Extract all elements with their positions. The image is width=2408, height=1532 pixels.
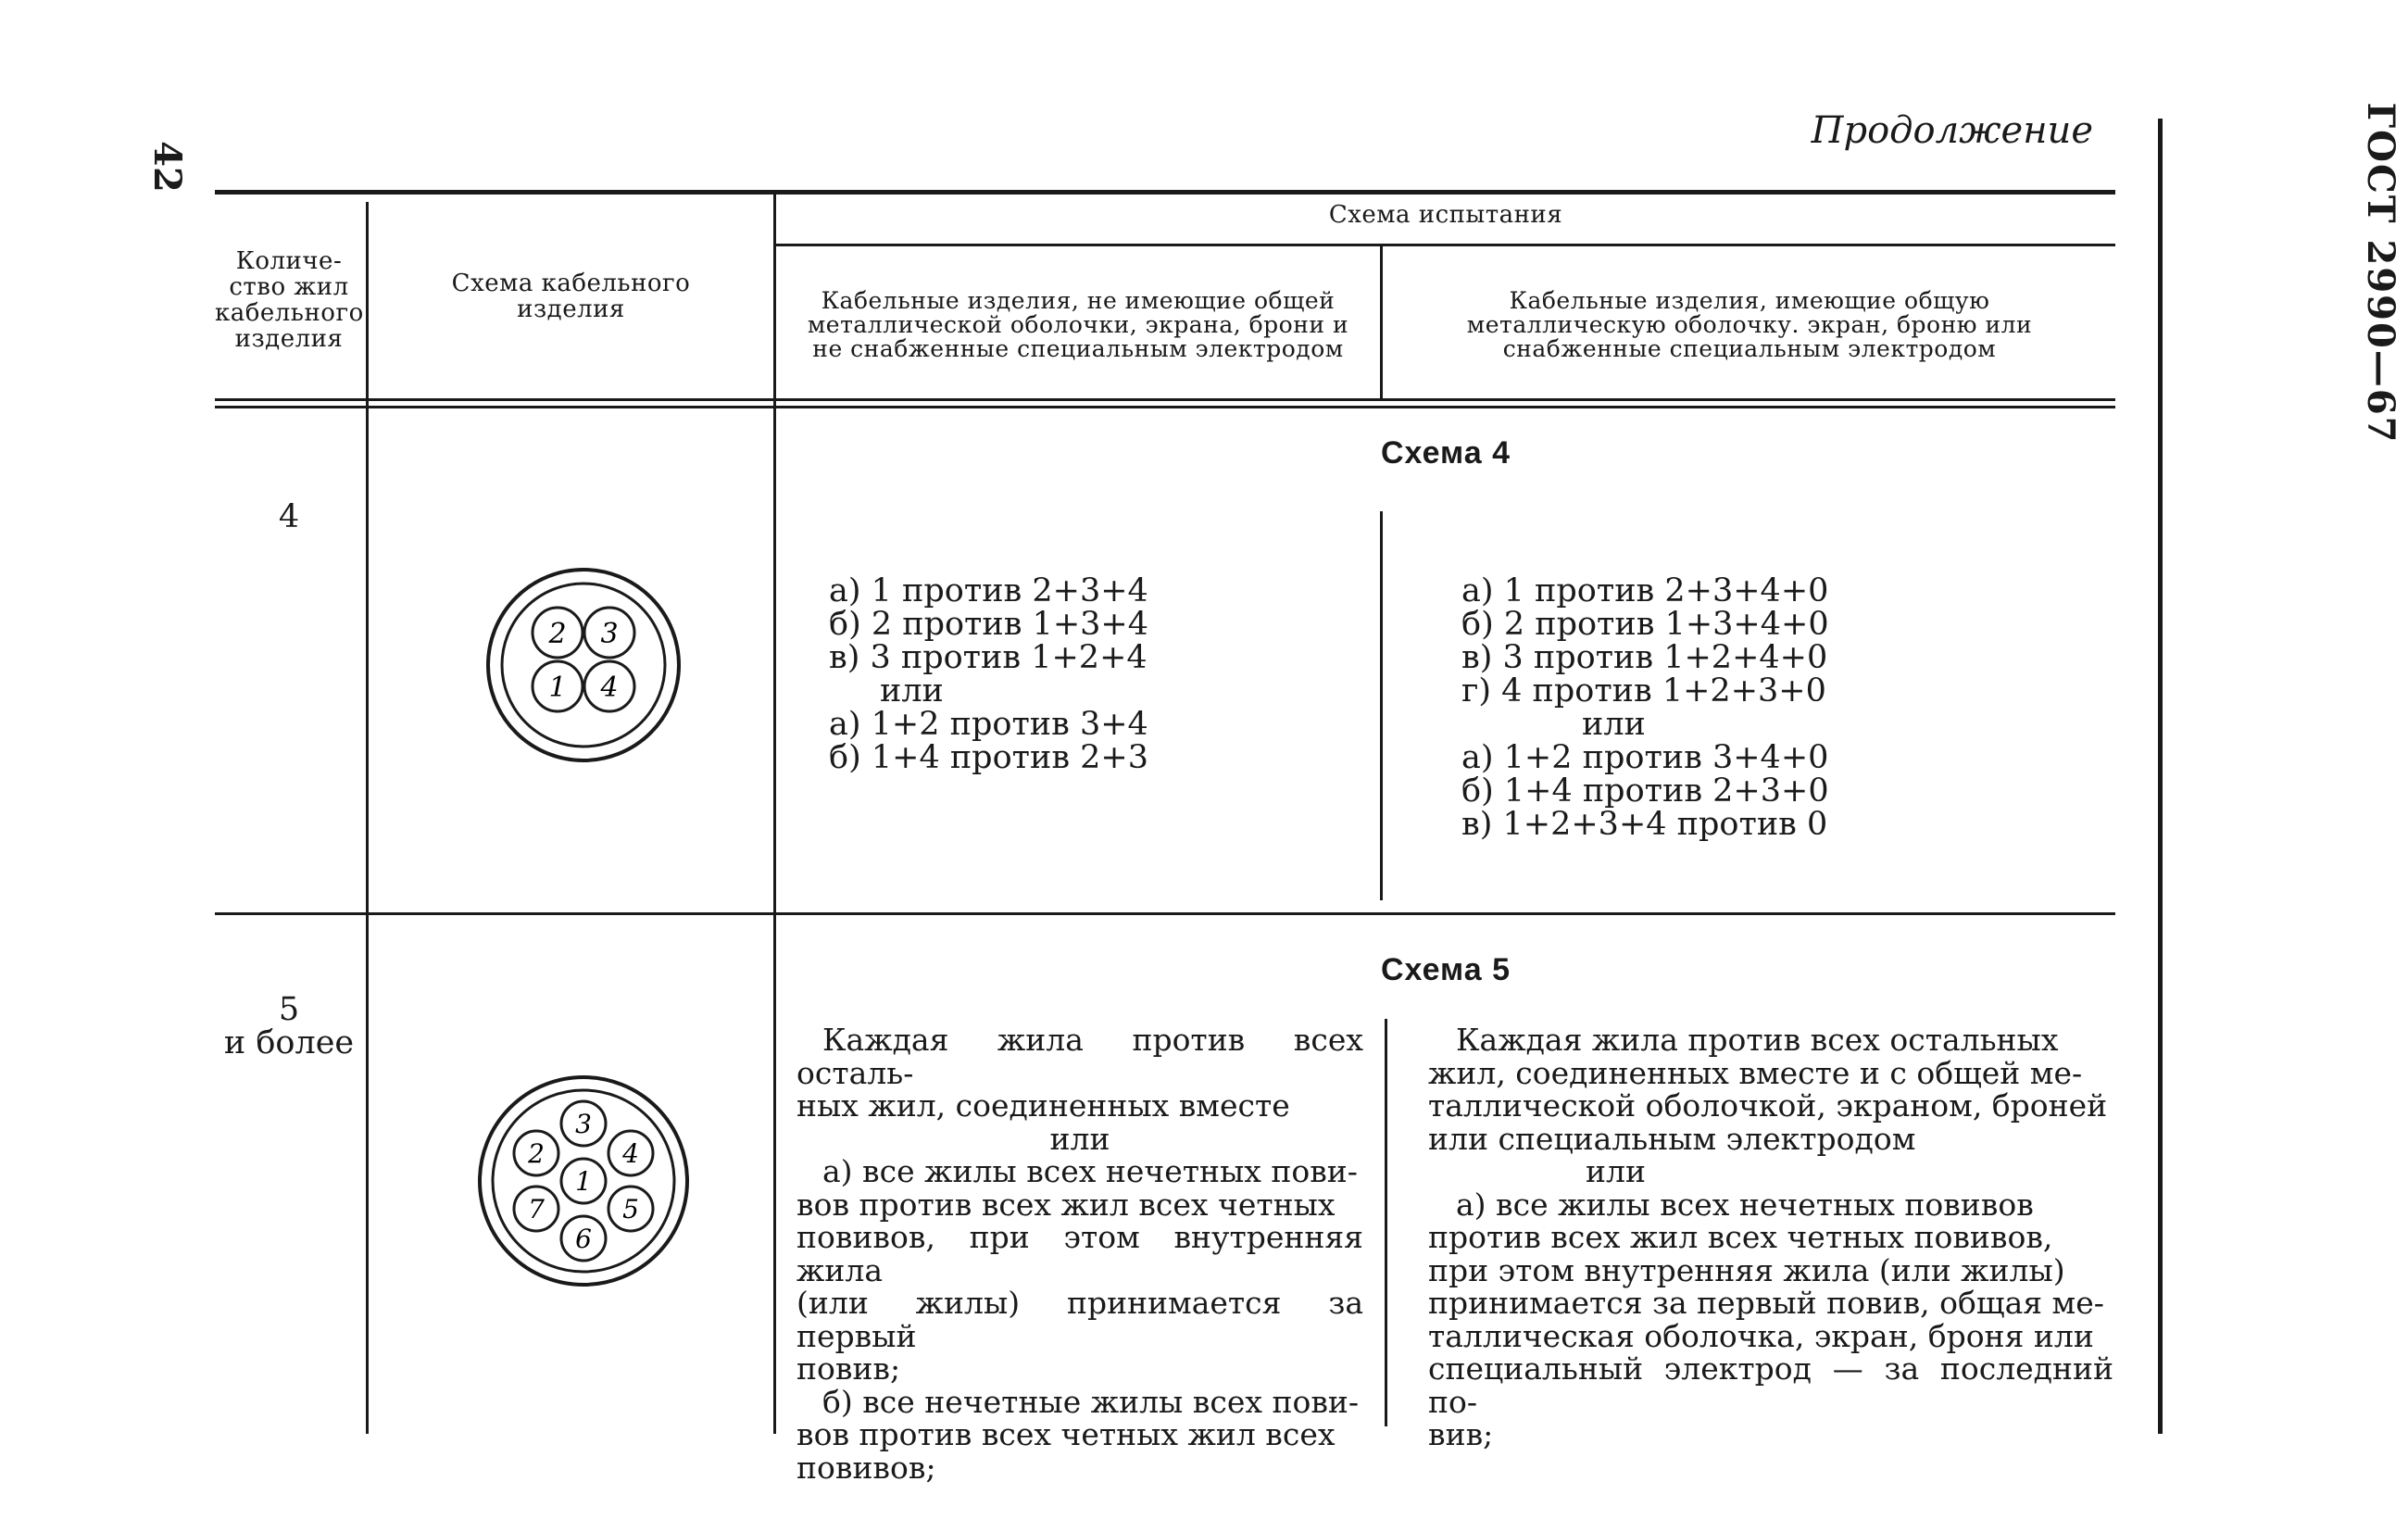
- cable-diagram-label: 1: [548, 672, 567, 704]
- header-bottom-rule-1: [215, 398, 2115, 401]
- row-count: [215, 993, 363, 1060]
- list-item: в) 3 против 1+2+4+0: [1461, 639, 1828, 676]
- header-no-sheath: Кабельные изделия, не имеющие общей металлической оболочки, экрана, брони и не снабженные специальным электродом: [807, 287, 1349, 362]
- list-item: а) 1+2 против 3+4: [829, 706, 1148, 743]
- header-test-scheme: Схема испытания: [1328, 201, 1563, 229]
- list-item: а) 1 против 2+3+4: [829, 572, 1148, 609]
- list-item: или: [880, 672, 944, 709]
- paragraph: или: [1586, 1153, 1646, 1189]
- row-separator: [215, 912, 2115, 915]
- col-divider-3-row1: [1380, 511, 1383, 900]
- row-count: 4: [278, 498, 300, 535]
- scheme-title: Схема 5: [1380, 952, 1511, 987]
- continuation-label: Продолжение: [1811, 109, 2093, 152]
- document-code: ГОСТ 2990—67: [2359, 102, 2402, 445]
- list-item: а) 1+2 против 3+4+0: [1461, 739, 1829, 776]
- list-item: а) 1 против 2+3+4+0: [1461, 572, 1829, 609]
- cable-diagram-label: 2: [548, 618, 567, 650]
- paragraph: Каждая жила против всех остальных жил, соединенных вместе и с общей ме- таллической оболочкой, экраном, броней или специальным электродом: [1428, 1022, 2108, 1157]
- page-number: 42: [145, 141, 189, 193]
- page-border-right: [2158, 119, 2163, 1434]
- list-item: г) 4 против 1+2+3+0: [1461, 672, 1826, 709]
- table-top-rule: [215, 190, 2115, 195]
- with-sheath-test-list: [1461, 574, 2091, 841]
- header-with-sheath: Кабельные изделия, имеющие общую металлическую оболочку. экран, броню или снабженные специальным электродом: [1466, 287, 2033, 362]
- paragraph: а) все жилы всех нечетных пови- вов против всех жил всех четных повивов, при этом внутренняя жила (или жилы) принимается за первый повив;: [796, 1153, 1363, 1387]
- cable-diagram-label: 2: [528, 1138, 545, 1169]
- paragraph: Каждая жила против всех осталь- ных жил, соединенных вместе: [796, 1022, 1363, 1124]
- paragraph: б) все нечетные жилы всех пови- вов против всех четных жил всех повивов;: [796, 1383, 1360, 1486]
- cable-diagram-label: 6: [575, 1224, 592, 1254]
- list-item: или: [1582, 706, 1646, 743]
- cable-diagram-label: 3: [600, 618, 619, 650]
- cable-diagram-label: 1: [575, 1166, 592, 1197]
- cable-diagram-7-cores: [472, 1070, 695, 1292]
- cable-diagram-label: 4: [622, 1138, 639, 1169]
- list-item: б) 2 против 1+3+4+0: [1461, 606, 1829, 643]
- test-header-rule: [776, 244, 2115, 246]
- list-item: б) 1+4 против 2+3+0: [1461, 772, 1829, 810]
- no-sheath-test-text: [796, 1023, 1363, 1484]
- cable-diagram-label: 5: [622, 1194, 639, 1224]
- paragraph: или: [1049, 1120, 1110, 1157]
- col-divider-1: [366, 202, 369, 1434]
- cable-diagram-label: 7: [528, 1194, 545, 1224]
- cable-diagram-label: 4: [600, 672, 619, 704]
- cable-diagram-4-cores: [482, 563, 685, 767]
- header-count: Количе- ство жил кабельного изделия: [215, 247, 364, 353]
- cable-diagram-label: 3: [575, 1109, 592, 1139]
- list-item: в) 3 против 1+2+4: [829, 639, 1148, 676]
- col-divider-3-header: [1380, 246, 1383, 398]
- scheme-title: Схема 4: [1380, 435, 1511, 471]
- paragraph: а) все жилы всех нечетных повивов против всех жил всех четных повивов, при этом внутренняя жила (или жилы) принимается за первый повив, общая ме- таллическая оболочка, экран, броня или специальный электрод — за последний по- вив;: [1428, 1186, 2113, 1452]
- col-divider-3-row2: [1385, 1019, 1387, 1426]
- list-item: в) 1+2+3+4 против 0: [1461, 806, 1828, 843]
- list-item: б) 1+4 против 2+3: [829, 739, 1149, 776]
- list-item: б) 2 против 1+3+4: [829, 606, 1149, 643]
- header-bottom-rule-2: [215, 406, 2115, 408]
- row-count-number: 5: [278, 991, 300, 1028]
- with-sheath-test-text: [1428, 1023, 2113, 1451]
- col-divider-2: [773, 195, 776, 1434]
- row-count-suffix: и более: [223, 1024, 355, 1061]
- no-sheath-test-list: [829, 574, 1348, 774]
- header-cable-scheme: Схема кабельного изделия: [451, 270, 691, 323]
